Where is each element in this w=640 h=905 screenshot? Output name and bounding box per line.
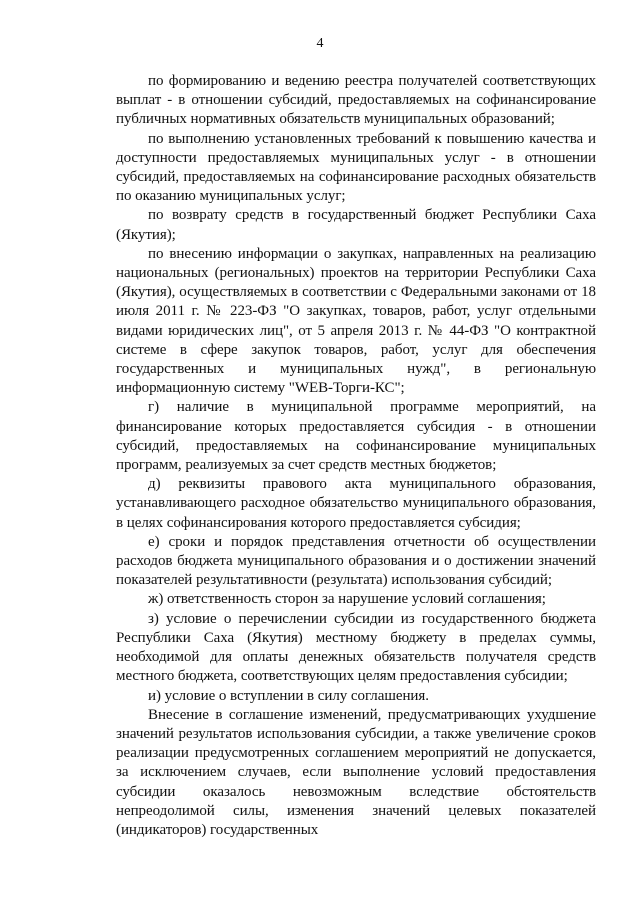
paragraph-registry: по формированию и ведению реестра получателей соответствующих выплат - в отношении субсидий, предоставляемых на софинансирование публичных нормативных обязательств муниципальных образований; — [116, 73, 596, 128]
paragraph-budget-return: по возврату средств в государственный бюджет Республики Саха (Якутия); — [116, 207, 596, 243]
paragraph-item-i: и) условие о вступлении в силу соглашения. — [148, 687, 429, 704]
page-number: 4 — [316, 36, 324, 51]
paragraph-item-z: з) условие о перечислении субсидии из государственного бюджета Республики Саха (Якутия) местному бюджету в пределах суммы, необходимой для оплаты денежных обязательств получателя средств местного бюджета, соответствующих целям предоставления субсидии; — [116, 610, 596, 685]
paragraph-procurement-info: по внесению информации о закупках, направленных на реализацию национальных (региональных) проектов на территории Республики Саха (Якутия), осуществляемых в соответствии с Федеральными законами от 18 июля 2011 г. № 223-ФЗ "О закупках, товаров, работ, услуг отдельными видами юридических лиц", от 5 апреля 2013 г. № 44-ФЗ "О контрактной системе в сфере закупок товаров, работ, услуг для обеспечения государственных и муниципальных нужд", в региональную информационную систему "WEB-Торги-КС"; — [116, 245, 596, 397]
paragraph-amendments: Внесение в соглашение изменений, предусматривающих ухудшение значений результатов использования субсидии, а также увеличение сроков реализации предусмотренных соглашением мероприятий не допускается, за исключением случаев, если выполнение условий предоставления субсидии оказалось невозможным вследствие обстоятельств непреодолимой силы, изменения значений целевых показателей (индикаторов) государственных — [116, 706, 596, 838]
paragraph-item-d: д) реквизиты правового акта муниципального образования, устанавливающего расходное обязательство муниципального образования, в целях софинансирования которого предоставляется субсидия; — [116, 476, 596, 531]
paragraph-item-e: е) сроки и порядок представления отчетности об осуществлении расходов бюджета муниципального образования и о достижении значений показателей результативности (результата) использования субсидий; — [116, 533, 596, 589]
paragraph-item-g: г) наличие в муниципальной программе мероприятий, на финансирование которых предоставляется субсидия - в отношении субсидий, предоставляемых на софинансирование муниципальных программ, реализуемых за счет средств местных бюджетов; — [116, 399, 596, 474]
paragraph-quality-requirements: по выполнению установленных требований к повышению качества и доступности предоставляемых муниципальных услуг - в отношении субсидий, предоставляемых на софинансирование расходных обязательств по оказанию муниципальных услуг; — [116, 130, 596, 205]
document-body — [116, 72, 596, 840]
paragraph-item-zh: ж) ответственность сторон за нарушение условий соглашения; — [148, 591, 546, 608]
